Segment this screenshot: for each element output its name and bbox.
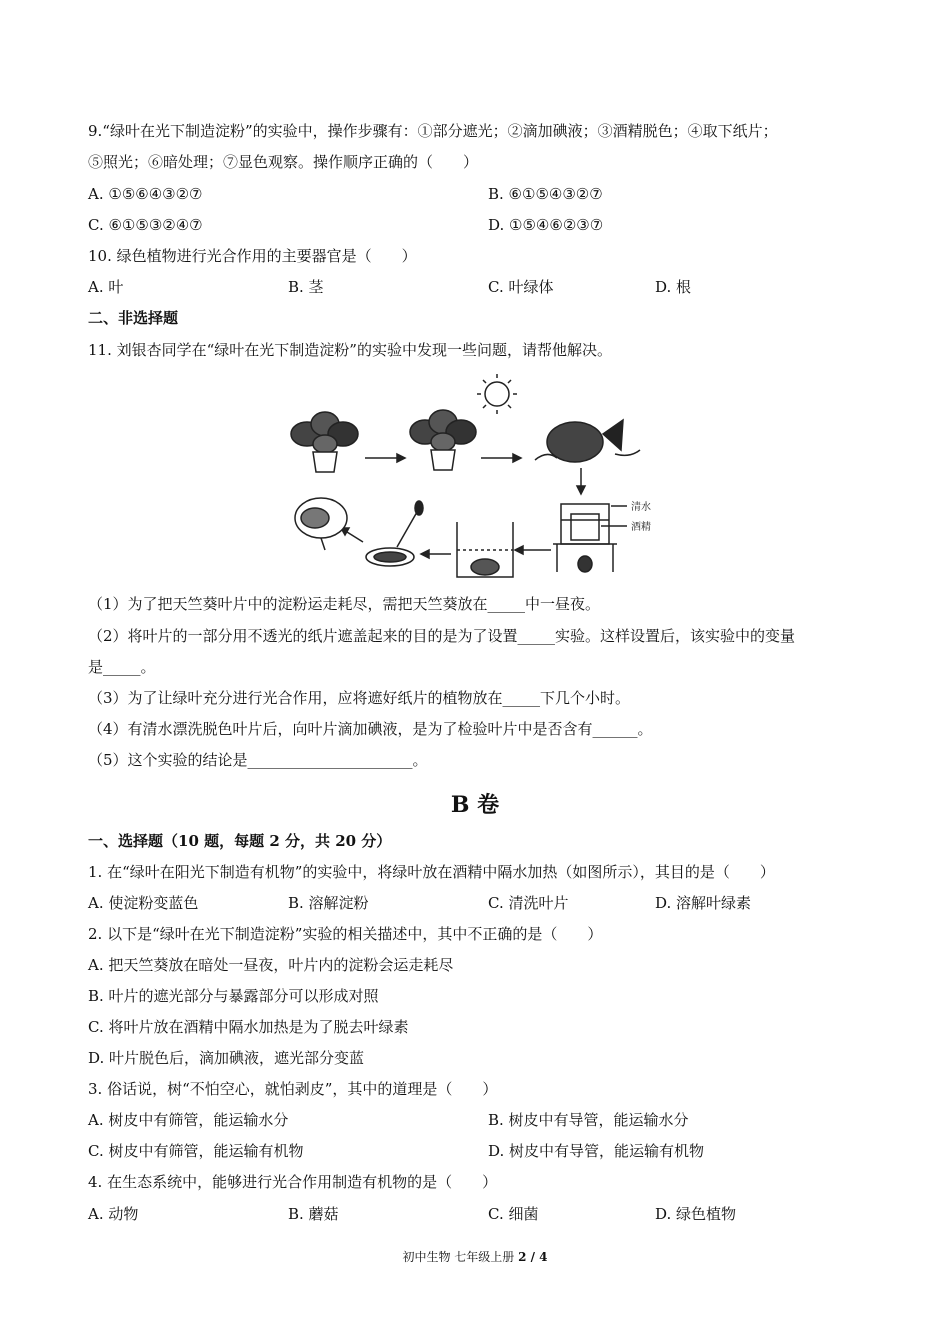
plant-in-light-icon: [410, 410, 476, 470]
arrow-left-icon: [421, 550, 451, 558]
q11-part1: （1）为了把天竺葵叶片中的淀粉运走耗尽，需把天竺葵放在_____中一昼夜。: [88, 595, 601, 613]
iodine-dropper-icon: [366, 501, 423, 566]
sun-icon: [477, 374, 517, 414]
q10-stem: 10. 绿色植物进行光合作用的主要器官是（ ）: [88, 247, 417, 265]
q9-option-a: A. ①⑤⑥④③②⑦: [88, 185, 203, 203]
page-footer: [0, 1248, 950, 1265]
b4-option-c: C. 细菌: [488, 1205, 539, 1223]
b4-stem: 4. 在生态系统中，能够进行光合作用制造有机物的是（ ）: [88, 1173, 498, 1191]
arrow-right-icon: [365, 454, 405, 462]
b2-option-b: B. 叶片的遮光部分与暴露部分可以形成对照: [88, 987, 379, 1005]
b1-option-d: D. 溶解叶绿素: [655, 894, 752, 912]
b2-option-a: A. 把天竺葵放在暗处一昼夜，叶片内的淀粉会运走耗尽: [88, 956, 454, 974]
b3-option-c: C. 树皮中有筛管，能运输有机物: [88, 1142, 304, 1160]
b1-stem: 1. 在“绿叶在阳光下制造有机物”的实验中，将绿叶放在酒精中隔水加热（如图所示），其目的是（ ）: [88, 863, 775, 881]
b2-option-c: C. 将叶片放在酒精中隔水加热是为了脱去叶绿素: [88, 1018, 409, 1036]
leaf-removal-icon: [535, 420, 640, 462]
b1-option-a: A. 使淀粉变蓝色: [88, 894, 199, 912]
b3-stem: 3. 俗话说，树“不怕空心，就怕剥皮”，其中的道理是（ ）: [88, 1080, 498, 1098]
q9-option-b: B. ⑥①⑤④③②⑦: [488, 185, 603, 203]
q10-option-d: D. 根: [655, 278, 692, 296]
arrow-right-icon: [481, 454, 521, 462]
q9-option-c: C. ⑥①⑤③②④⑦: [88, 216, 203, 234]
experiment-figure: [285, 372, 665, 587]
q11-stem: 11. 刘银杏同学在“绿叶在光下制造淀粉”的实验中发现一些问题，请帮他解决。: [88, 341, 612, 359]
q11-part3: （3）为了让绿叶充分进行光合作用，应将遮好纸片的植物放在_____下几个小时。: [88, 689, 631, 707]
b1-option-b: B. 溶解淀粉: [288, 894, 369, 912]
section2-title: 二、非选择题: [88, 309, 179, 327]
q11-part2-line1: （2）将叶片的一部分用不透光的纸片遮盖起来的目的是为了设置_____实验。这样设置后，该实验中的变量: [88, 627, 796, 645]
b2-option-d: D. 叶片脱色后，滴加碘液，遮光部分变蓝: [88, 1049, 365, 1067]
b3-option-b: B. 树皮中有导管，能运输水分: [488, 1111, 689, 1129]
section-b1-title: 一、选择题（10 题，每题 2 分，共 20 分）: [88, 832, 392, 850]
b4-option-a: A. 动物: [88, 1205, 139, 1223]
arrow-left-icon: [515, 546, 551, 554]
footer-text: 初中生物 七年级上册: [402, 1250, 519, 1264]
arrow-down-icon: [577, 468, 585, 494]
volume-b-title: B 卷: [450, 792, 500, 818]
beaker-icon: [457, 522, 513, 577]
q10-option-c: C. 叶绿体: [488, 278, 554, 296]
q9-option-d: D. ①⑤④⑥②③⑦: [488, 216, 604, 234]
b3-option-d: D. 树皮中有导管，能运输有机物: [488, 1142, 705, 1160]
water-bath-icon: [553, 504, 627, 572]
b2-stem: 2. 以下是“绿叶在光下制造淀粉”实验的相关描述中，其中不正确的是（ ）: [88, 925, 603, 943]
b4-option-b: B. 蘑菇: [288, 1205, 339, 1223]
q11-part2-line2: 是_____。: [88, 658, 156, 676]
q11-part5: （5）这个实验的结论是______________________。: [88, 751, 428, 769]
stained-leaf-icon: [295, 498, 347, 550]
b4-option-d: D. 绿色植物: [655, 1205, 737, 1223]
b3-option-a: A. 树皮中有筛管，能运输水分: [88, 1111, 289, 1129]
arrow-left-icon: [341, 528, 363, 542]
q10-option-a: A. 叶: [88, 278, 124, 296]
q10-option-b: B. 茎: [288, 278, 324, 296]
q9-stem-line2: ⑤照光；⑥暗处理；⑦显色观察。操作顺序正确的（ ）: [88, 153, 479, 171]
water-label: 清水: [631, 502, 651, 513]
page-number: 2 / 4: [518, 1250, 548, 1264]
plant-in-dark-icon: [291, 412, 358, 472]
q11-part4: （4）有清水漂洗脱色叶片后，向叶片滴加碘液，是为了检验叶片中是否含有______。: [88, 720, 653, 738]
b1-option-c: C. 清洗叶片: [488, 894, 569, 912]
alcohol-label: 酒精: [631, 522, 651, 533]
q9-stem-line1: 9.“绿叶在光下制造淀粉”的实验中，操作步骤有：①部分遮光；②滴加碘液；③酒精脱色；④取下纸片；: [88, 122, 778, 140]
